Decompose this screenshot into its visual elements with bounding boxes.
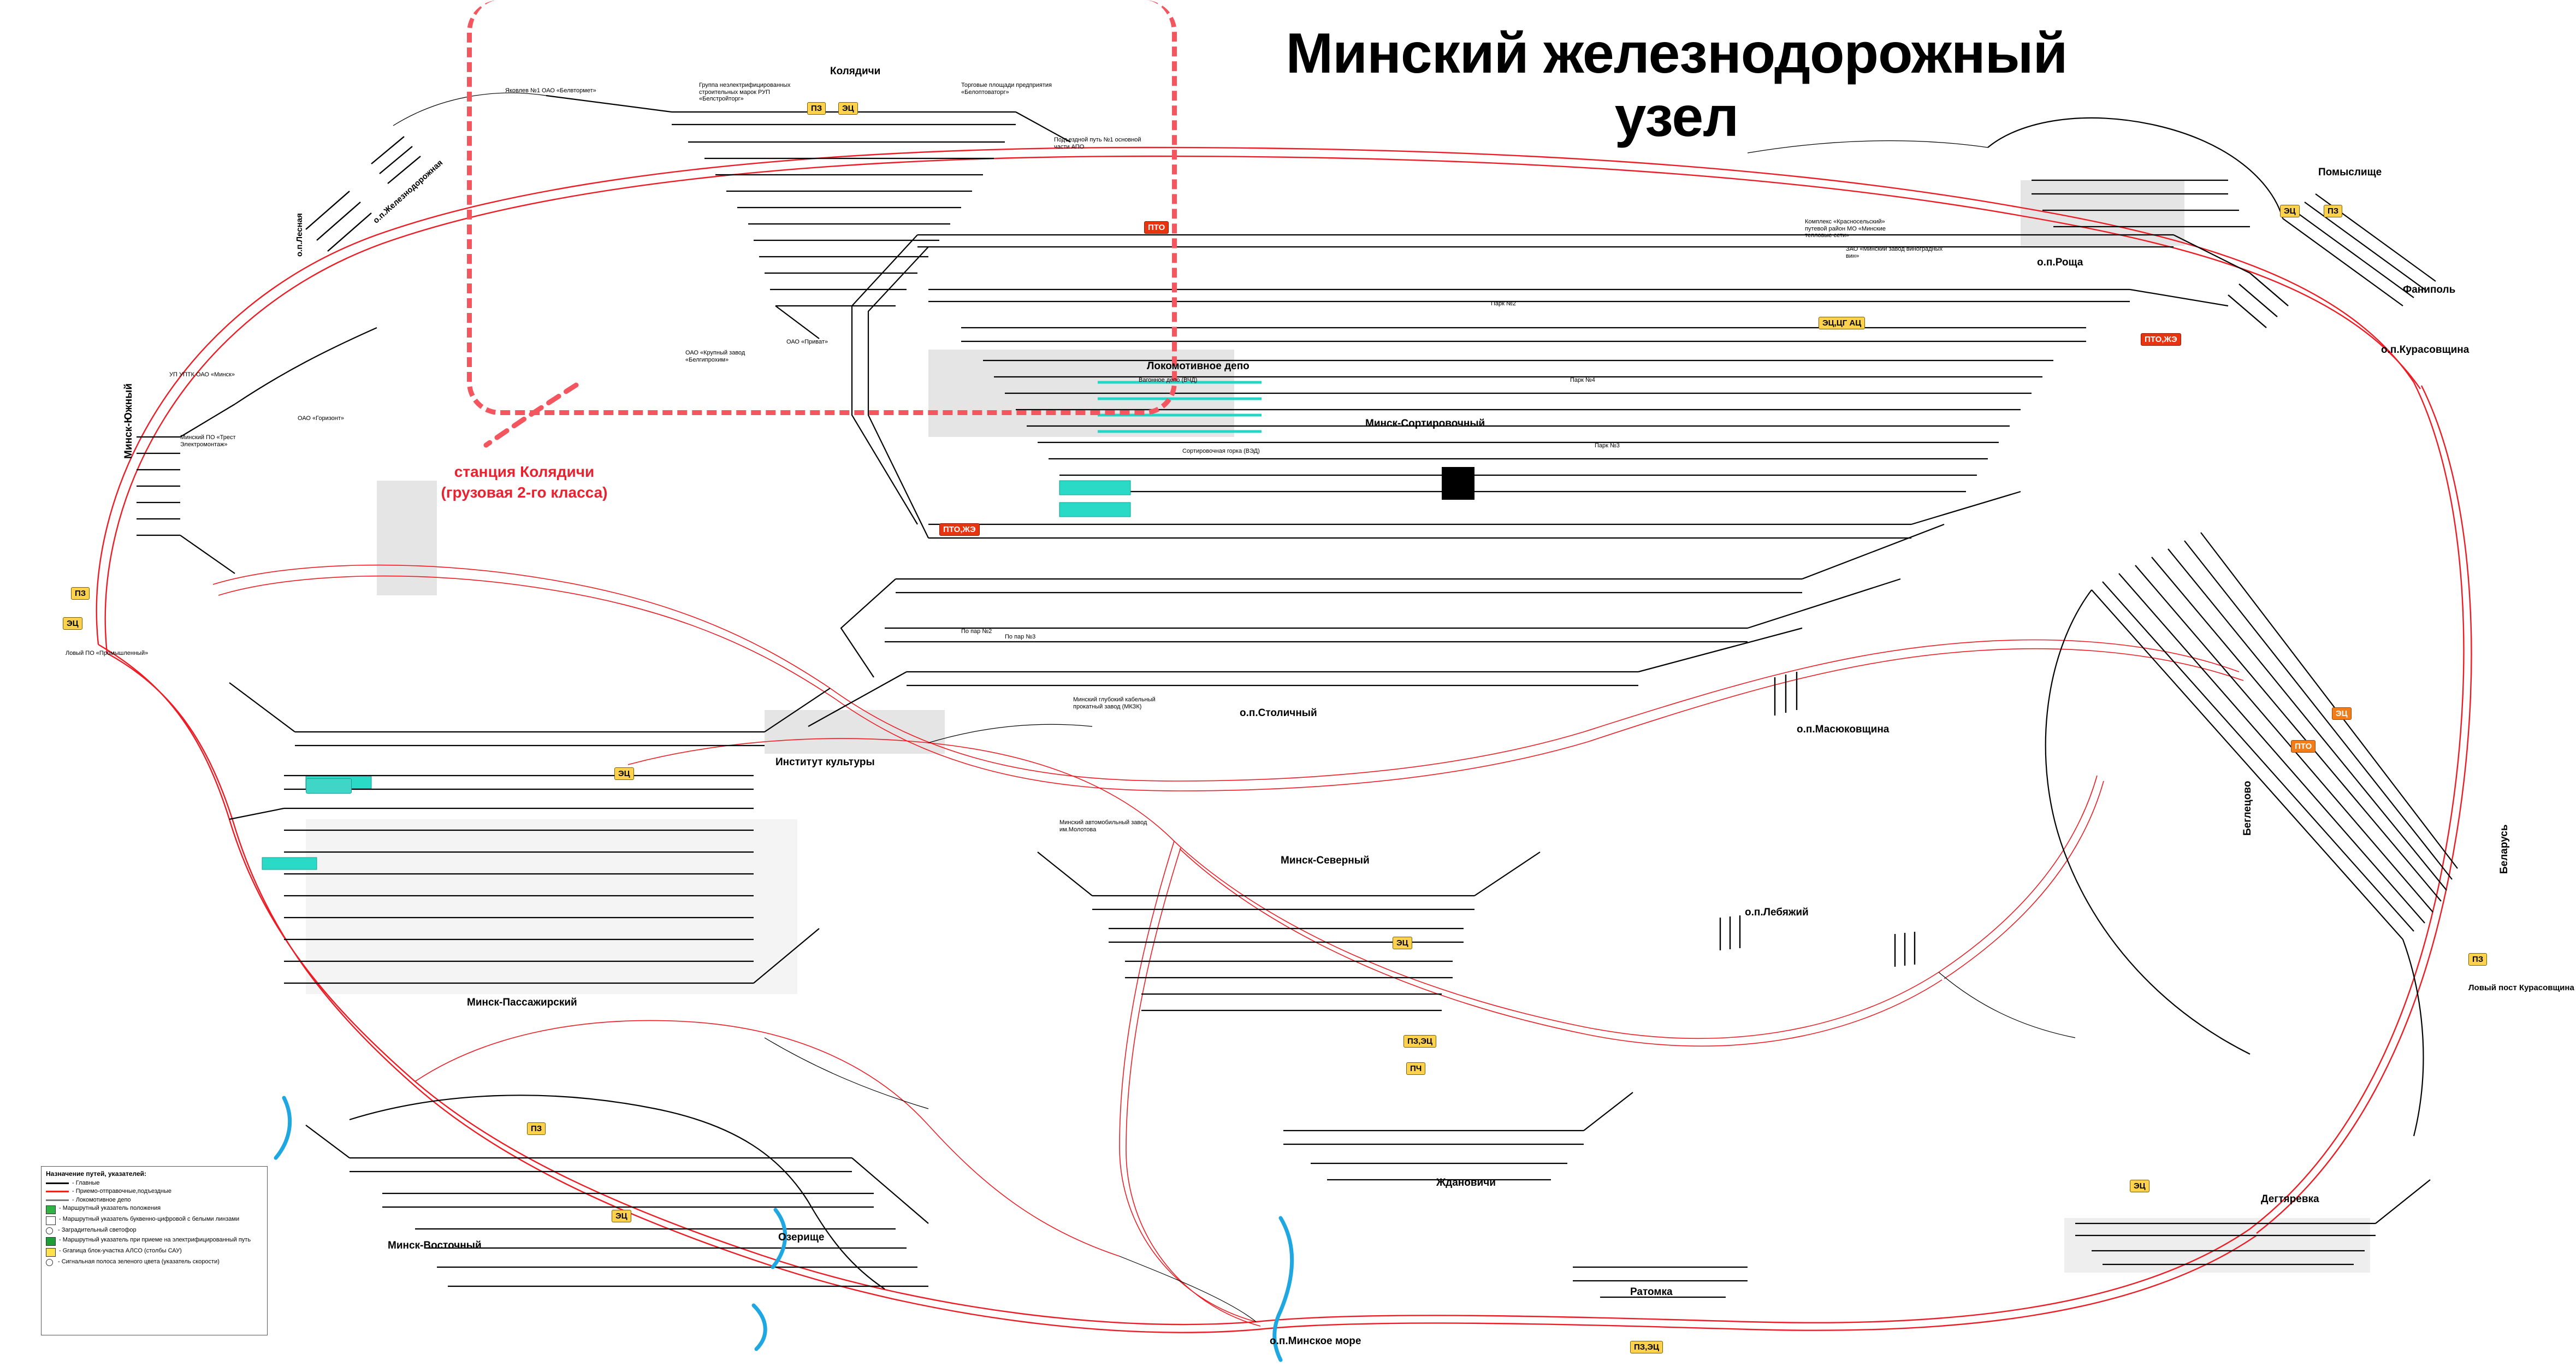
station-label-kolyadichi: Колядичи <box>830 66 881 77</box>
legend-item-label: - Сигнальная полоса зеленого цвета (указатель скорости) <box>58 1258 220 1265</box>
station-label-op-lebyazhy: о.п.Лебяжий <box>1745 907 1809 918</box>
legend-item-label: - Главные <box>72 1180 100 1186</box>
annotation-ann-11: Парк №2 <box>1491 300 1516 307</box>
ozerishche-branch <box>350 1095 885 1289</box>
legend-swatch-square-yellow-icon <box>46 1248 56 1257</box>
title-line-1: Минский железнодорожный <box>1286 22 2068 85</box>
red-main-loop <box>97 147 2472 1333</box>
legend-item <box>46 1197 263 1203</box>
badge-sort-red3: ПТО,ЖЭ <box>939 523 980 536</box>
legend-item-label: - Granица блок-участка АЛСО (столбы САУ) <box>59 1247 182 1254</box>
annotation-ann-1: Яковлев №1 ОАО «Белвтормет» <box>505 87 596 94</box>
annotation-ann-19: Минский ПО «Трест Электромонтаж» <box>180 434 236 448</box>
badge-bel-pz: ПЗ <box>2468 953 2487 966</box>
annotation-ann-21: По пар №3 <box>1005 634 1036 640</box>
station-label-fanipol: Фаниполь <box>2403 284 2456 295</box>
station-label-minsk-passazhirsky: Минск-Пассажирский <box>467 997 577 1008</box>
title-line-2: узел <box>1614 85 1739 149</box>
station-label-op-lesnaya: о.п.Лесная <box>295 213 304 257</box>
annotation-ann-3: Торговые площади предприятия «Белоптоваторг» <box>961 82 1052 96</box>
legend-item <box>46 1205 263 1214</box>
annotation-ann-7: Комплекс «Красносельский» путевой район МО «Минские тепловые сети» <box>1805 218 1886 239</box>
legend-item <box>46 1227 263 1235</box>
station-label-op-bayarovo: Ловый пост Курасовщина <box>2468 983 2574 992</box>
badge-vost-ech: ЭЦ <box>612 1210 631 1222</box>
annotation-ann-8: ЗАО «Минский завод виноградных вин» <box>1846 246 1943 259</box>
legend-item <box>46 1247 263 1257</box>
annotation-ann-20: Ловый ПО «Промышленный» <box>66 650 149 657</box>
station-label-op-minskoe-more: о.п.Минское море <box>1270 1335 1361 1347</box>
badge-sev-ech: ЭЦ <box>1393 937 1412 949</box>
badge-zhd-pz-ech: ПЗ,ЭЦ <box>1404 1035 1436 1048</box>
badge-beg-ech: ЭЦ <box>2332 707 2352 720</box>
annotation-ann-10: Минский глубокий кабельный прокатный завод (МКЗК) <box>1073 696 1156 710</box>
station-label-op-rosha: о.п.Роща <box>2037 257 2083 268</box>
legend-swatch-line-black-icon <box>46 1182 69 1184</box>
annotation-ann-12: Парк №4 <box>1570 377 1595 383</box>
badge-vost-pz: ПЗ <box>527 1122 546 1135</box>
page-title <box>1234 22 2119 149</box>
badge-pom-ech: ЭЦ <box>2280 205 2300 217</box>
annotation-ann-6: ОАО «Крупный завод «Белгипрохим» <box>685 350 745 363</box>
legend-swatch-circle-green-icon <box>46 1259 55 1267</box>
station-label-institut-kultury: Институт культуры <box>775 756 875 768</box>
annotation-ann-4: Подъездной путь №1 основной части АПО <box>1054 137 1141 150</box>
legend-swatch-square-green-icon <box>46 1205 56 1214</box>
legend-swatch-square-white-icon <box>46 1216 56 1225</box>
station-label-minsk-yuzhny: Минск-Южный <box>123 383 134 459</box>
vostochny-yard <box>306 1125 928 1286</box>
badge-kol-red1: ПТО <box>1144 221 1169 234</box>
legend-item <box>46 1258 263 1267</box>
legend-item <box>46 1216 263 1225</box>
annotation-ann-15: Сортировочная горка (ВЭД) <box>1182 448 1260 454</box>
station-label-begomlevo: Беглецово <box>2242 780 2253 836</box>
annotation-ann-17: ОАО «Горизонт» <box>298 415 345 422</box>
legend-item-label: - Маршрутный указатель при приеме на электрифицированный путь <box>59 1236 251 1243</box>
station-label-zhdanovichi: Жданoвичи <box>1436 1177 1496 1188</box>
legend-title: Назначение путей, указателей: <box>46 1170 147 1178</box>
badge-zhd-pch: ПЧ <box>1406 1062 1425 1075</box>
legend-item <box>46 1237 263 1246</box>
legend-swatch-circle-icon <box>46 1227 55 1235</box>
annotation-ann-14: По пар №2 <box>961 628 992 635</box>
annotation-ann-5: ОАО «Приват» <box>786 339 828 345</box>
station-label-lokomotivnoe-depo: Локомотивное депо <box>1147 360 1249 372</box>
station-label-op-stolichny: о.п.Столичный <box>1240 707 1317 719</box>
annotation-ann-18: УП УПТК ОАО «Минск» <box>169 371 235 378</box>
badge-kol-pz: ПЗ <box>807 102 826 115</box>
legend-item-label: - Заградительный светофор <box>58 1226 137 1233</box>
legend-item <box>46 1188 263 1194</box>
annotation-ann-13: Парк №3 <box>1595 442 1620 449</box>
badge-kol-ech: ЭЦ <box>838 102 858 115</box>
station-label-op-kurasovshchina: о.п.Курасовщина <box>2381 344 2470 356</box>
station-label-pomyslishche: Помыслище <box>2318 167 2382 178</box>
badge-rat-pz: ПЗ,ЭЦ <box>1630 1341 1663 1353</box>
annotation-ann-2: Группа неэлектрифицированных строительных марок РУП «Белстройторг» <box>699 82 791 103</box>
badge-sort-red2: ПТО,ЖЭ <box>2141 333 2181 346</box>
badge-deg-ech: ЭЦ <box>2130 1180 2149 1192</box>
depot-tracks <box>262 382 1474 870</box>
badge-yu-ech: ЭЦ <box>63 617 82 630</box>
kolyadichi-leader-line <box>481 382 579 448</box>
legend-item-label: - Приемо-отправочные,подъездные <box>72 1188 172 1195</box>
station-label-minsk-vostochny: Минск-Восточный <box>388 1240 482 1251</box>
legend-item-label: - Локомотивное депо <box>72 1196 131 1203</box>
annotation-ann-9: Минский автомобильный завод им.Молотова <box>1059 819 1147 833</box>
station-label-minsk-sortirovochny: Минск-Сортировочный <box>1365 418 1485 429</box>
badge-yu-pz: ПЗ <box>71 587 90 600</box>
severny-yard <box>1038 852 1540 1010</box>
legend-box <box>41 1166 268 1335</box>
zhdanovichi-yard <box>1283 1092 1748 1297</box>
badge-sort-ech-ats: ЭЦ,ЦГ АЦ <box>1819 317 1865 329</box>
annotation-ann-16: Вагонное депо (ВЧД) <box>1139 377 1198 383</box>
station-label-ozerishche: Озерище <box>778 1232 825 1243</box>
badge-pas-cyan1 <box>306 778 352 794</box>
legend-swatch-line-red-icon <box>46 1191 69 1192</box>
yuzhny-branch <box>137 328 377 573</box>
legend-item <box>46 1180 263 1186</box>
station-label-op-zh-d-bolnitsa: о.п.Железнодорожная <box>371 158 445 226</box>
legend-swatch-line-grey-icon <box>46 1199 69 1201</box>
badge-pom-pz: ПЗ <box>2324 205 2342 217</box>
callout-line-1: станция Колядичи <box>454 463 595 480</box>
station-label-minsk-severny: Минск-Северный <box>1281 855 1370 866</box>
badge-pas-ech: ЭЦ <box>614 767 634 780</box>
callout-line-2: (грузовая 2-го класса) <box>441 483 608 501</box>
station-label-op-masyukovshchina: о.п.Масюковщина <box>1797 724 1890 735</box>
badge-beg-pto: ПТО <box>2291 740 2316 753</box>
legend-item-label: - Маршрутный указатель положения <box>59 1204 161 1211</box>
legend-item-label: - Маршрутный указатель буквенно-цифровой с белыми линзами <box>59 1215 240 1222</box>
kolyadichi-callout-region <box>467 0 1177 415</box>
legend-rows <box>46 1180 263 1267</box>
legend-swatch-square-green2-icon <box>46 1237 56 1246</box>
kolyadichi-callout-caption <box>382 462 666 503</box>
station-label-belarus: Беларусь <box>2498 824 2510 874</box>
station-label-degtyarevka: Дегтяревка <box>2261 1193 2319 1205</box>
station-label-ratomka: Ратомка <box>1630 1286 1673 1298</box>
